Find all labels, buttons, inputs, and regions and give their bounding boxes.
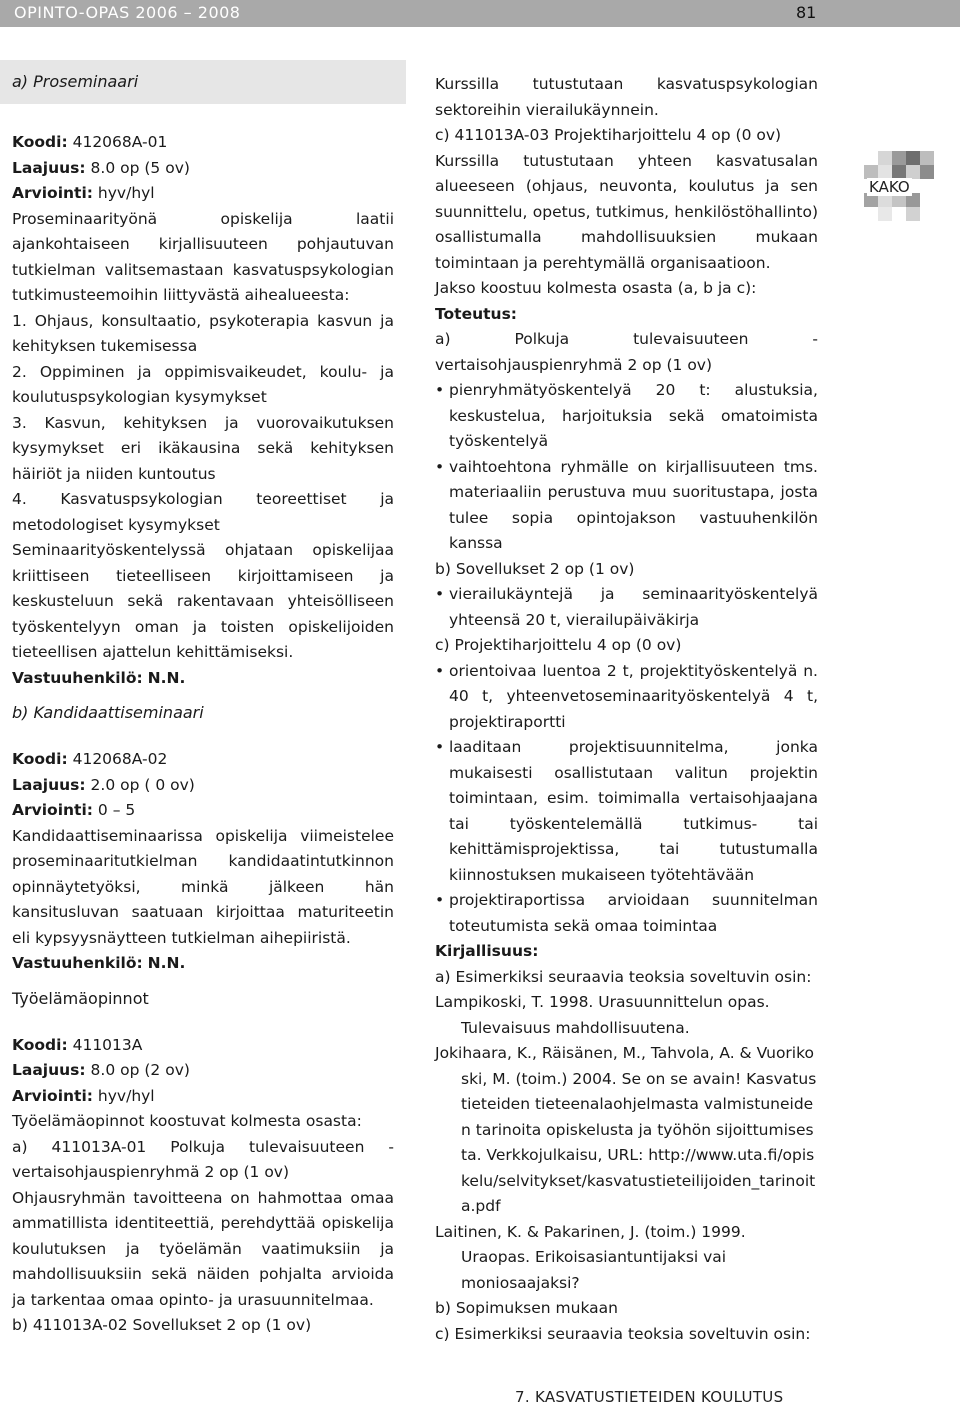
paragraph: b) 411013A-02 Sovellukset 2 op (1 ov)	[12, 1316, 312, 1334]
kirjallisuus-label: Kirjallisuus:	[435, 942, 539, 960]
list-item: 1. Ohjaus, konsultaatio, psykoterapia kasvun ja kehityksen tukemisessa	[12, 311, 394, 355]
list-item: 2. Oppiminen ja oppimisvaikeudet, koulu- ja koulutuspsykologian kysymykset	[12, 362, 394, 406]
reference-item: Lampikoski, T. 1998. Urasuunnittelun opas. Tulevaisuus mahdollisuutena.	[435, 993, 770, 1037]
laajuus-line: Laajuus: 8.0 op (5 ov)	[12, 158, 190, 177]
page-number: 81	[796, 3, 817, 22]
paragraph: Ohjausryhmän tavoitteena on hahmottaa omaa ammatillista identiteettiä, perehdyttää opiskelija koulutuksen ja työelämän vaatimuksiin ja mahdollisuuksiin sekä näiden pohjalta arvioida ja tarkentaa omaa opinto- ja urasuunnitelmaa.	[12, 1188, 394, 1309]
list-item: 4. Kasvatuspsykologian teoreettiset ja metodologiset kysymykset	[12, 490, 394, 534]
reference-item: Jokihaara, K., Räisänen, M., Tahvola, A. & Vuorikoski, M. (toim.) 2004. Se on se avain! Kasvatustieteiden tieteenalaohjelmasta valmistuneiden tarinoita opiskelusta ja työhön sijoittumisesta. Verkkojulkaisu, URL: http://www.uta.fi/opiskelu/selvitykset/kasvatustieteilijoiden_tarinoita.pdf	[435, 1044, 817, 1215]
arviointi-line: Arviointi: hyv/hyl	[12, 1086, 155, 1105]
page-footer: 7. KASVATUSTIETEIDEN KOULUTUS	[515, 1388, 784, 1406]
paragraph: b) Sovellukset 2 op (1 ov)	[435, 559, 635, 578]
bullet-item: • pienryhmätyöskentelyä 20 t: alustuksia, keskustelua, harjoituksia sekä omatoimista työskentelyä	[435, 378, 818, 455]
paragraph: a) 411013A-01 Polkuja tulevaisuuteen -vertaisohjauspienryhmä 2 op (1 ov)	[12, 1137, 394, 1181]
guide-title: OPINTO-OPAS 2006 – 2008	[14, 3, 241, 22]
paragraph: a) Esimerkiksi seuraavia teoksia soveltuvin osin:	[435, 967, 812, 986]
bullet-item: • laaditaan projektisuunnitelma, jonka mukaisesti osallistutaan valitun projektin toimintaan, esim. toimimalla vertaisohjaajana tai työskentelemällä tutkimus- tai kehittämisprojektissa, tai tutustumalla kiinnostuksen mukaiseen työtehtävään	[435, 735, 818, 888]
section-tyoelamaopinnot-heading: Työelämäopinnot	[12, 988, 149, 1008]
kako-side-tab	[864, 151, 934, 221]
reference-item: Laitinen, K. & Pakarinen, J. (toim.) 1999. Uraopas. Erikoisasiantuntijaksi vai moniosaajaksi?	[435, 1222, 746, 1292]
paragraph: Kandidaattiseminaarissa opiskelija viimeistelee proseminaaritutkielman kandidaatintutkinnon opinnäytetyöksi, minkä jälkeen hän kansitusluvan saatuaan kirjoittaa maturiteetin eli kypsyysnäytteen tutkielman aihepiiristä.	[12, 826, 394, 947]
toteutus-label: Toteutus:	[435, 304, 517, 323]
paragraph: c) Esimerkiksi seuraavia teoksia soveltuvin osin:	[435, 1324, 811, 1343]
bullet-item: • vaihtoehtona ryhmälle on kirjallisuuteen tms. materiaaliin perustuva muu suoritustapa, josta tulee sopia opintojakson vastuuhenkilön kanssa	[435, 455, 818, 557]
vastuuhenkilo-line: Vastuuhenkilö: N.N.	[12, 954, 186, 972]
paragraph: Seminaarityöskentelyssä ohjataan opiskelijaa kriittiseen tieteelliseen kirjoittamiseen ja keskusteluun sekä rakentavaan yhteisölliseen työskentelyyn oman ja toisten opiskelijoiden tieteellisen ajattelun kehittämiseksi.	[12, 541, 394, 661]
bullet-item: • projektiraportissa arvioidaan suunnitelman toteutumista sekä omaa toimintaa	[435, 888, 818, 939]
paragraph: Proseminaarityönä opiskelija laatii ajankohtaiseen kirjallisuuteen pohjautuvan tutkielman valitsemastaan kasvatuspsykologian tutkimusteemoihin liittyvästä aihealueesta:	[12, 209, 394, 304]
paragraph: Kurssilla tutustutaan yhteen kasvatusalan alueeseen (ohjaus, neuvonta, koulutus ja sen suunnittelu, opetus, tutkimus, henkilöstöhallinto) osallistumalla mahdollisuuksien mukaan toimintaan ja perehtymällä organisaatioon.	[435, 151, 818, 272]
paragraph: c) 411013A-03 Projektiharjoittelu 4 op (0 ov)	[435, 126, 782, 144]
koodi-line: Koodi: 412068A-01	[12, 133, 168, 151]
list-item: 3. Kasvun, kehityksen ja vuorovaikutuksen kysymykset eri ikäkausina sekä kehityksen häiriöt ja niiden kuntoutus	[12, 413, 394, 483]
right-column	[435, 72, 818, 1347]
section-proseminaari-heading: a) Proseminaari	[0, 60, 406, 104]
paragraph: Kurssilla tutustutaan kasvatuspsykologian sektoreihin vierailukäynnein.	[435, 75, 818, 119]
paragraph: a) Polkuja tulevaisuuteen -vertaisohjauspienryhmä 2 op (1 ov)	[435, 330, 818, 374]
arviointi-line: Arviointi: hyv/hyl	[12, 184, 155, 202]
kako-label: KAKO	[869, 178, 910, 196]
arviointi-line: Arviointi: 0 – 5	[12, 801, 136, 819]
paragraph: c) Projektiharjoittelu 4 op (0 ov)	[435, 636, 682, 654]
koodi-line: Koodi: 411013A	[12, 1035, 143, 1054]
paragraph: Jakso koostuu kolmesta osasta (a, b ja c):	[435, 279, 757, 297]
page-header	[0, 0, 960, 27]
paragraph: Työelämäopinnot koostuvat kolmesta osasta:	[12, 1112, 362, 1130]
bullet-item: • orientoivaa luentoa 2 t, projektityöskentelyä n. 40 t, yhteenvetoseminaarityöskentelyä 4 t, projektiraportti	[435, 659, 818, 736]
vastuuhenkilo-line: Vastuuhenkilö: N.N.	[12, 668, 186, 687]
laajuus-line: Laajuus: 2.0 op ( 0 ov)	[12, 775, 195, 794]
bullet-item: • vierailukäyntejä ja seminaarityöskentelyä yhteensä 20 t, vierailupäiväkirja	[435, 582, 818, 633]
section-kandidaattiseminaari-heading: b) Kandidaattiseminaari	[12, 703, 204, 723]
laajuus-line: Laajuus: 8.0 op (2 ov)	[12, 1061, 190, 1079]
koodi-line: Koodi: 412068A-02	[12, 750, 168, 768]
paragraph: b) Sopimuksen mukaan	[435, 1299, 618, 1317]
left-column	[12, 60, 394, 1339]
